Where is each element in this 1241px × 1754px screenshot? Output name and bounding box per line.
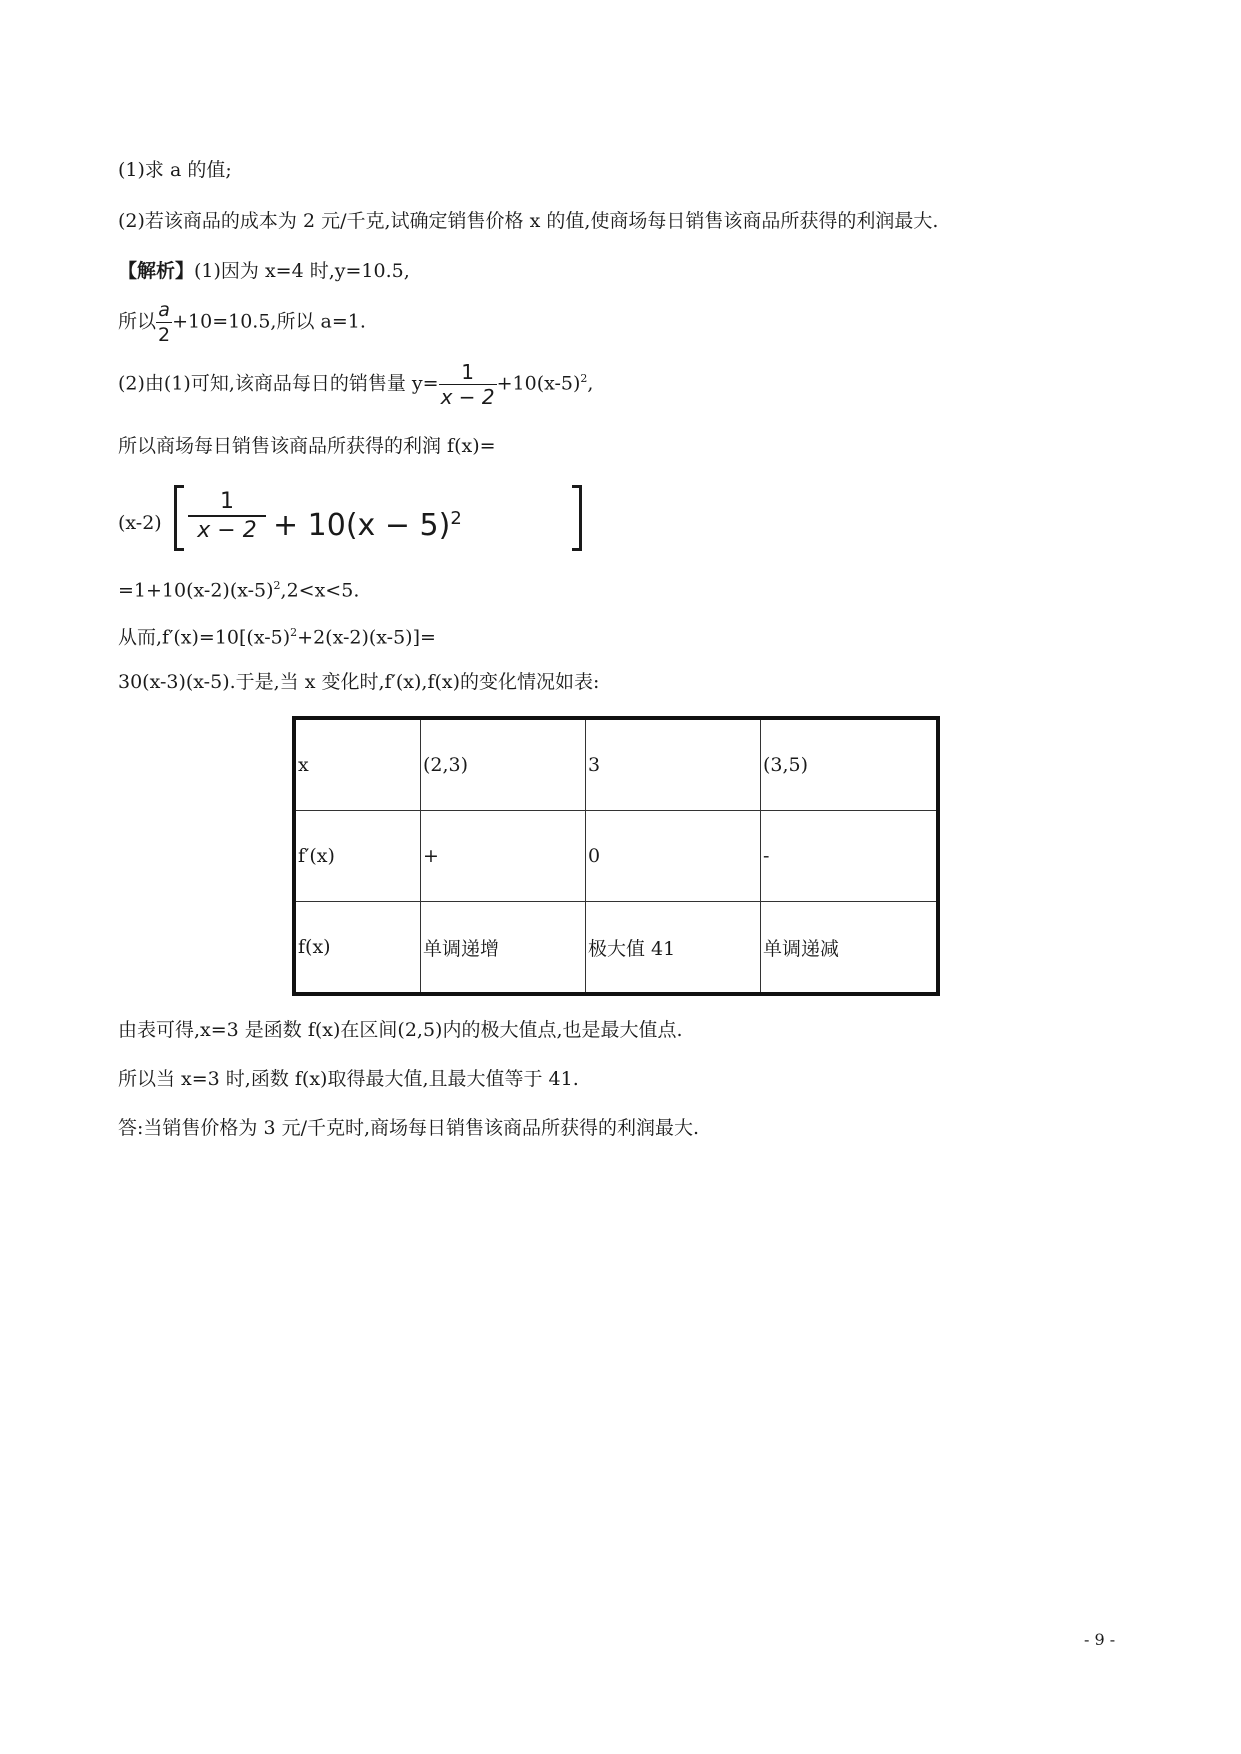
square-exponent: 2 <box>273 579 281 592</box>
table-cell: x <box>294 718 421 811</box>
profit-factor: (x-2) <box>118 512 162 534</box>
table-cell: 单调递增 <box>421 902 586 995</box>
sales-volume-suffix: +10(x-5) <box>496 372 581 395</box>
profit-simplified-a: =1+10(x-2)(x-5) <box>118 579 274 602</box>
expression-terms: + 10(x − 5) <box>273 508 451 543</box>
square-exponent: 2 <box>290 626 298 639</box>
table-cell: 极大值 41 <box>586 902 761 995</box>
table-row <box>294 902 938 995</box>
conclusion-line-1: 由表可得,x=3 是函数 f(x)在区间(2,5)内的极大值点,也是最大值点. <box>118 1019 683 1041</box>
fraction-a-over-2 <box>156 298 172 347</box>
solution-intro <box>118 259 410 283</box>
derivative-b: +2(x-2)(x-5)]= <box>297 626 436 649</box>
answer-line: 答:当销售价格为 3 元/千克时,商场每日销售该商品所获得的利润最大. <box>118 1117 700 1139</box>
square-exponent: 2 <box>450 508 462 529</box>
left-bracket <box>174 485 184 551</box>
table-row <box>294 718 938 811</box>
table-cell: (3,5) <box>761 718 939 811</box>
profit-intro-line: 所以商场每日销售该商品所获得的利润 f(x)= <box>118 435 496 457</box>
page-number: - 9 - <box>1084 1630 1116 1649</box>
solution-label: 【解析】 <box>118 260 195 282</box>
solution-line-1: (1)因为 x=4 时,y=10.5, <box>194 260 410 282</box>
sales-volume-line <box>118 360 593 409</box>
fraction-denominator: x − 2 <box>188 515 266 545</box>
profit-simplified-line <box>118 574 359 602</box>
fraction-1-over-x-2 <box>188 489 266 545</box>
solve-a-line <box>118 298 366 347</box>
right-bracket <box>572 485 582 551</box>
derivative-line <box>118 621 436 649</box>
table-cell: (2,3) <box>421 718 586 811</box>
question-part-2: (2)若该商品的成本为 2 元/千克,试确定销售价格 x 的值,使商场每日销售该商品所获得的利润最大. <box>118 210 939 232</box>
sales-volume-end: , <box>587 372 594 395</box>
table-cell: 3 <box>586 718 761 811</box>
table-cell: 单调递减 <box>761 902 939 995</box>
fraction-numerator: a <box>158 299 170 321</box>
question-part-1: (1)求 a 的值; <box>118 159 232 181</box>
profit-expression-rest <box>273 501 462 544</box>
conclusion-line-2: 所以当 x=3 时,函数 f(x)取得最大值,且最大值等于 41. <box>118 1068 579 1090</box>
derivative-factored-line: 30(x-3)(x-5).于是,当 x 变化时,f′(x),f(x)的变化情况如表: <box>118 671 600 693</box>
variation-table <box>292 716 940 996</box>
table-cell: f(x) <box>294 902 421 995</box>
fraction-denominator: x − 2 <box>440 385 495 409</box>
table-cell: f′(x) <box>294 811 421 902</box>
fraction-denominator: 2 <box>158 324 171 346</box>
solve-a-prefix: 所以 <box>118 310 157 333</box>
profit-simplified-b: ,2<x<5. <box>280 579 360 602</box>
table-cell: 0 <box>586 811 761 902</box>
table-row <box>294 811 938 902</box>
fraction-1-over-x-2 <box>439 360 497 409</box>
fraction-numerator: 1 <box>220 489 234 514</box>
table-cell: + <box>421 811 586 902</box>
solve-a-suffix: +10=10.5,所以 a=1. <box>172 310 366 333</box>
sales-volume-prefix: (2)由(1)可知,该商品每日的销售量 y= <box>118 372 439 395</box>
derivative-a: 从而,f′(x)=10[(x-5) <box>118 626 291 649</box>
square-exponent: 2 <box>580 372 588 386</box>
table-cell: - <box>761 811 939 902</box>
fraction-numerator: 1 <box>461 360 474 384</box>
